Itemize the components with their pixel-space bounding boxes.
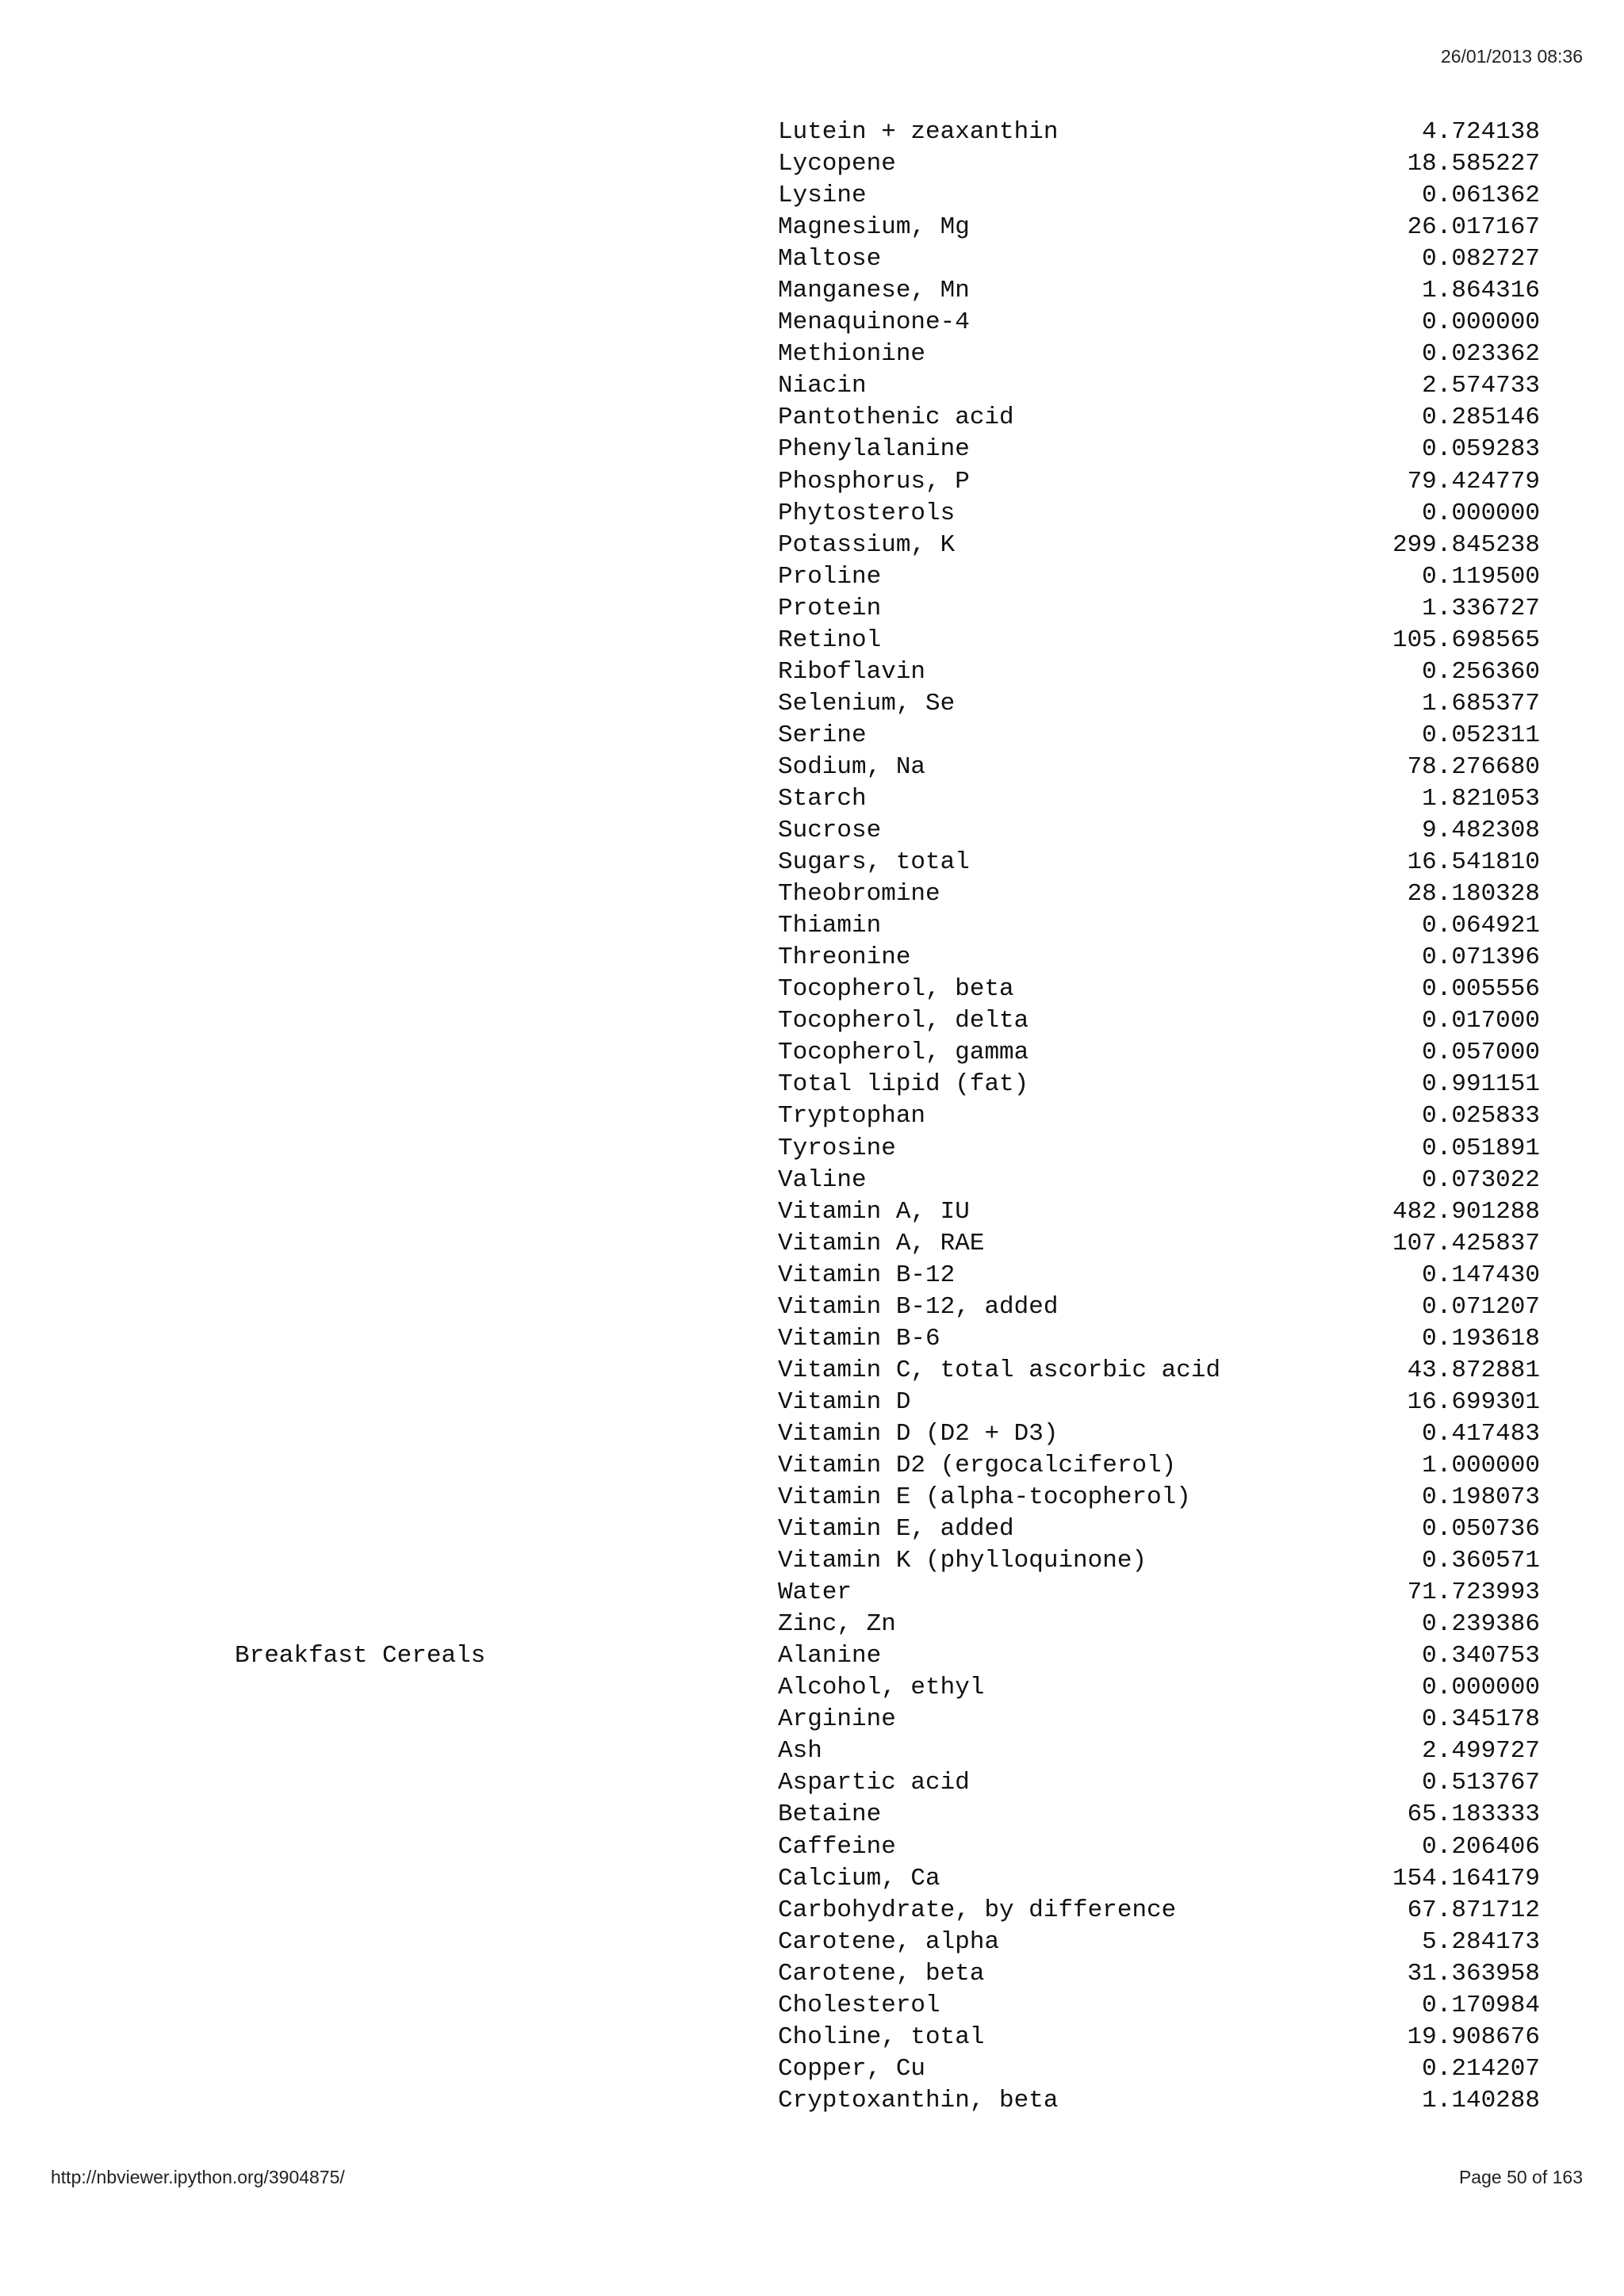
nutrient-value-cell: 16.541810 <box>1407 848 1540 877</box>
nutrient-value-cell: 71.723993 <box>1407 1578 1540 1607</box>
nutrient-name-cell: Niacin <box>778 372 867 400</box>
nutrient-name-cell: Aspartic acid <box>778 1769 970 1797</box>
table-row <box>0 1165 1624 1196</box>
nutrient-value-cell: 0.071396 <box>1422 943 1540 972</box>
nutrient-name-cell: Potassium, K <box>778 530 956 559</box>
nutrient-value-cell: 1.000000 <box>1422 1451 1540 1479</box>
nutrient-value-cell: 1.140288 <box>1422 2086 1540 2114</box>
table-row <box>0 212 1624 243</box>
table-row <box>0 1831 1624 1863</box>
nutrient-name-cell: Ash <box>778 1737 822 1766</box>
table-row <box>0 1292 1624 1323</box>
nutrient-name-cell: Maltose <box>778 245 882 274</box>
nutrient-value-cell: 28.180328 <box>1407 880 1540 909</box>
table-row <box>0 1387 1624 1418</box>
nutrient-name-cell: Caffeine <box>778 1832 896 1861</box>
nutrient-value-cell: 5.284173 <box>1422 1927 1540 1956</box>
nutrient-value-cell: 0.061362 <box>1422 182 1540 210</box>
table-row <box>0 1640 1624 1672</box>
nutrient-value-cell: 0.193618 <box>1422 1324 1540 1353</box>
table-row <box>0 1767 1624 1799</box>
table-row <box>0 2053 1624 2085</box>
table-row <box>0 1482 1624 1513</box>
nutrient-name-cell: Vitamin A, RAE <box>778 1229 985 1257</box>
nutrient-value-cell: 0.000000 <box>1422 308 1540 337</box>
table-row <box>0 847 1624 878</box>
table-row <box>0 625 1624 656</box>
nutrient-name-cell: Lycopene <box>778 150 896 178</box>
nutrient-name-cell: Tocopherol, delta <box>778 1007 1029 1035</box>
nutrient-value-cell: 0.147430 <box>1422 1261 1540 1289</box>
source-url[interactable]: http://nbviewer.ipython.org/3904875/ <box>51 2167 345 2187</box>
nutrient-name-cell: Tocopherol, beta <box>778 975 1014 1004</box>
table-row <box>0 1735 1624 1767</box>
nutrient-name-cell: Phytosterols <box>778 499 956 527</box>
table-row <box>0 1927 1624 1958</box>
nutrient-value-cell: 16.699301 <box>1407 1387 1540 1416</box>
nutrient-name-cell: Alcohol, ethyl <box>778 1674 985 1702</box>
nutrient-value-cell: 0.052311 <box>1422 721 1540 749</box>
nutrient-name-cell: Selenium, Se <box>778 689 956 718</box>
nutrient-value-cell: 105.698565 <box>1392 626 1540 654</box>
nutrient-value-cell: 0.991151 <box>1422 1070 1540 1099</box>
nutrient-name-cell: Vitamin D2 (ergocalciferol) <box>778 1451 1177 1479</box>
nutrient-value-cell: 0.285146 <box>1422 404 1540 432</box>
nutrient-value-cell: 0.170984 <box>1422 1991 1540 2019</box>
category-cell: Breakfast Cereals <box>235 1642 486 1670</box>
nutrient-value-cell: 79.424779 <box>1407 467 1540 496</box>
nutrient-value-cell: 19.908676 <box>1407 2022 1540 2051</box>
table-row <box>0 561 1624 593</box>
nutrient-value-cell: 26.017167 <box>1407 213 1540 242</box>
nutrient-value-cell: 0.417483 <box>1422 1419 1540 1448</box>
nutrient-value-cell: 67.871712 <box>1407 1896 1540 1924</box>
table-row <box>0 117 1624 148</box>
nutrient-name-cell: Choline, total <box>778 2022 985 2051</box>
nutrient-value-cell: 0.340753 <box>1422 1642 1540 1670</box>
nutrient-value-cell: 2.574733 <box>1422 372 1540 400</box>
nutrient-name-cell: Vitamin D (D2 + D3) <box>778 1419 1059 1448</box>
nutrient-value-cell: 0.082727 <box>1422 245 1540 274</box>
nutrient-value-cell: 0.206406 <box>1422 1832 1540 1861</box>
nutrient-name-cell: Copper, Cu <box>778 2054 926 2083</box>
nutrient-name-cell: Menaquinone-4 <box>778 308 970 337</box>
nutrient-name-cell: Valine <box>778 1165 867 1194</box>
nutrient-value-cell: 0.345178 <box>1422 1705 1540 1734</box>
nutrient-value-cell: 0.360571 <box>1422 1547 1540 1575</box>
table-row <box>0 1609 1624 1640</box>
nutrient-name-cell: Methionine <box>778 340 926 369</box>
nutrient-name-cell: Tyrosine <box>778 1134 896 1162</box>
nutrient-value-cell: 0.256360 <box>1422 657 1540 686</box>
table-row <box>0 1100 1624 1132</box>
nutrient-value-cell: 43.872881 <box>1407 1356 1540 1384</box>
table-row <box>0 752 1624 783</box>
table-row <box>0 530 1624 561</box>
nutrient-name-cell: Vitamin C, total ascorbic acid <box>778 1356 1221 1384</box>
nutrient-value-cell: 0.071207 <box>1422 1292 1540 1321</box>
table-row <box>0 974 1624 1005</box>
nutrient-value-cell: 0.064921 <box>1422 912 1540 940</box>
nutrient-name-cell: Vitamin E, added <box>778 1515 1014 1544</box>
nutrient-value-cell: 107.425837 <box>1392 1229 1540 1257</box>
table-row <box>0 148 1624 180</box>
nutrient-value-cell: 1.685377 <box>1422 689 1540 718</box>
table-row <box>0 910 1624 942</box>
table-row <box>0 1355 1624 1387</box>
table-row <box>0 1958 1624 1990</box>
table-row <box>0 307 1624 339</box>
nutrient-name-cell: Protein <box>778 594 882 622</box>
nutrient-value-cell: 0.025833 <box>1422 1102 1540 1131</box>
table-row <box>0 1005 1624 1037</box>
nutrient-name-cell: Alanine <box>778 1642 882 1670</box>
page-number: Page 50 of 163 <box>1458 2167 1583 2187</box>
nutrient-value-cell: 0.000000 <box>1422 1674 1540 1702</box>
table-row <box>0 1704 1624 1735</box>
nutrient-name-cell: Cholesterol <box>778 1991 940 2019</box>
nutrient-name-cell: Cryptoxanthin, beta <box>778 2086 1059 2114</box>
nutrient-name-cell: Lysine <box>778 182 867 210</box>
nutrient-name-cell: Threonine <box>778 943 911 972</box>
nutrient-value-cell: 4.724138 <box>1422 118 1540 146</box>
nutrient-value-cell: 78.276680 <box>1407 752 1540 781</box>
table-row <box>0 275 1624 307</box>
table-row <box>0 1069 1624 1100</box>
nutrient-name-cell: Manganese, Mn <box>778 277 970 305</box>
nutrient-name-cell: Betaine <box>778 1800 882 1829</box>
table-row <box>0 1196 1624 1228</box>
nutrient-value-cell: 0.513767 <box>1422 1769 1540 1797</box>
nutrient-name-cell: Thiamin <box>778 912 882 940</box>
nutrient-name-cell: Arginine <box>778 1705 896 1734</box>
nutrient-value-cell: 31.363958 <box>1407 1959 1540 1988</box>
table-row <box>0 1895 1624 1927</box>
nutrient-name-cell: Water <box>778 1578 852 1607</box>
nutrient-value-cell: 1.821053 <box>1422 784 1540 813</box>
table-row <box>0 1577 1624 1609</box>
nutrient-name-cell: Zinc, Zn <box>778 1610 896 1639</box>
nutrient-name-cell: Phosphorus, P <box>778 467 970 496</box>
nutrient-value-cell: 0.059283 <box>1422 435 1540 464</box>
nutrient-name-cell: Sodium, Na <box>778 752 926 781</box>
nutrient-value-cell: 2.499727 <box>1422 1737 1540 1766</box>
nutrient-value-cell: 0.214207 <box>1422 2054 1540 2083</box>
nutrient-value-cell: 9.482308 <box>1422 817 1540 845</box>
nutrient-name-cell: Sucrose <box>778 817 882 845</box>
table-row <box>0 783 1624 815</box>
table-row <box>0 1450 1624 1482</box>
nutrient-name-cell: Phenylalanine <box>778 435 970 464</box>
table-row <box>0 720 1624 752</box>
table-row <box>0 434 1624 465</box>
nutrient-name-cell: Serine <box>778 721 867 749</box>
nutrient-value-cell: 0.119500 <box>1422 562 1540 591</box>
nutrient-value-cell: 0.198073 <box>1422 1483 1540 1512</box>
nutrient-table <box>0 117 1624 2117</box>
table-row <box>0 1323 1624 1355</box>
nutrient-name-cell: Vitamin B-12 <box>778 1261 956 1289</box>
nutrient-value-cell: 65.183333 <box>1407 1800 1540 1829</box>
nutrient-value-cell: 0.000000 <box>1422 499 1540 527</box>
table-row <box>0 402 1624 434</box>
nutrient-name-cell: Carotene, beta <box>778 1959 985 1988</box>
table-row <box>0 370 1624 402</box>
nutrient-name-cell: Tryptophan <box>778 1102 926 1131</box>
nutrient-value-cell: 1.864316 <box>1422 277 1540 305</box>
table-row <box>0 243 1624 275</box>
nutrient-value-cell: 0.017000 <box>1422 1007 1540 1035</box>
table-row <box>0 1513 1624 1545</box>
nutrient-name-cell: Starch <box>778 784 867 813</box>
table-row <box>0 498 1624 530</box>
nutrient-value-cell: 0.239386 <box>1422 1610 1540 1639</box>
nutrient-value-cell: 299.845238 <box>1392 530 1540 559</box>
table-row <box>0 466 1624 498</box>
nutrient-name-cell: Vitamin E (alpha-tocopherol) <box>778 1483 1191 1512</box>
table-row <box>0 1418 1624 1450</box>
table-row <box>0 1672 1624 1704</box>
nutrient-value-cell: 0.051891 <box>1422 1134 1540 1162</box>
table-row <box>0 2022 1624 2053</box>
print-timestamp: 26/01/2013 08:36 <box>1440 46 1583 67</box>
nutrient-value-cell: 0.073022 <box>1422 1165 1540 1194</box>
table-row <box>0 339 1624 370</box>
nutrient-name-cell: Theobromine <box>778 880 940 909</box>
nutrient-value-cell: 0.005556 <box>1422 975 1540 1004</box>
nutrient-name-cell: Vitamin B-12, added <box>778 1292 1059 1321</box>
table-row <box>0 1799 1624 1831</box>
table-row <box>0 1863 1624 1895</box>
nutrient-name-cell: Sugars, total <box>778 848 970 877</box>
nutrient-name-cell: Carbohydrate, by difference <box>778 1896 1177 1924</box>
nutrient-value-cell: 0.057000 <box>1422 1039 1540 1067</box>
nutrient-name-cell: Carotene, alpha <box>778 1927 1000 1956</box>
nutrient-name-cell: Magnesium, Mg <box>778 213 970 242</box>
table-row <box>0 1133 1624 1165</box>
table-row <box>0 942 1624 974</box>
nutrient-name-cell: Riboflavin <box>778 657 926 686</box>
nutrient-value-cell: 0.023362 <box>1422 340 1540 369</box>
table-row <box>0 688 1624 720</box>
nutrient-name-cell: Retinol <box>778 626 882 654</box>
table-row <box>0 2085 1624 2117</box>
table-row <box>0 1037 1624 1069</box>
table-row <box>0 180 1624 212</box>
nutrient-name-cell: Vitamin A, IU <box>778 1197 970 1226</box>
nutrient-name-cell: Vitamin B-6 <box>778 1324 940 1353</box>
table-row <box>0 593 1624 625</box>
table-row <box>0 815 1624 847</box>
table-row <box>0 1260 1624 1292</box>
nutrient-name-cell: Proline <box>778 562 882 591</box>
nutrient-value-cell: 0.050736 <box>1422 1515 1540 1544</box>
table-row <box>0 1990 1624 2022</box>
nutrient-value-cell: 482.901288 <box>1392 1197 1540 1226</box>
nutrient-name-cell: Calcium, Ca <box>778 1864 940 1892</box>
nutrient-name-cell: Vitamin D <box>778 1387 911 1416</box>
table-row <box>0 1228 1624 1260</box>
table-row <box>0 1545 1624 1577</box>
nutrient-name-cell: Pantothenic acid <box>778 404 1014 432</box>
table-row <box>0 878 1624 910</box>
nutrient-name-cell: Vitamin K (phylloquinone) <box>778 1547 1147 1575</box>
nutrient-name-cell: Total lipid (fat) <box>778 1070 1029 1099</box>
nutrient-name-cell: Tocopherol, gamma <box>778 1039 1029 1067</box>
nutrient-value-cell: 154.164179 <box>1392 1864 1540 1892</box>
nutrient-value-cell: 18.585227 <box>1407 150 1540 178</box>
nutrient-name-cell: Lutein + zeaxanthin <box>778 118 1059 146</box>
nutrient-value-cell: 1.336727 <box>1422 594 1540 622</box>
table-row <box>0 656 1624 688</box>
